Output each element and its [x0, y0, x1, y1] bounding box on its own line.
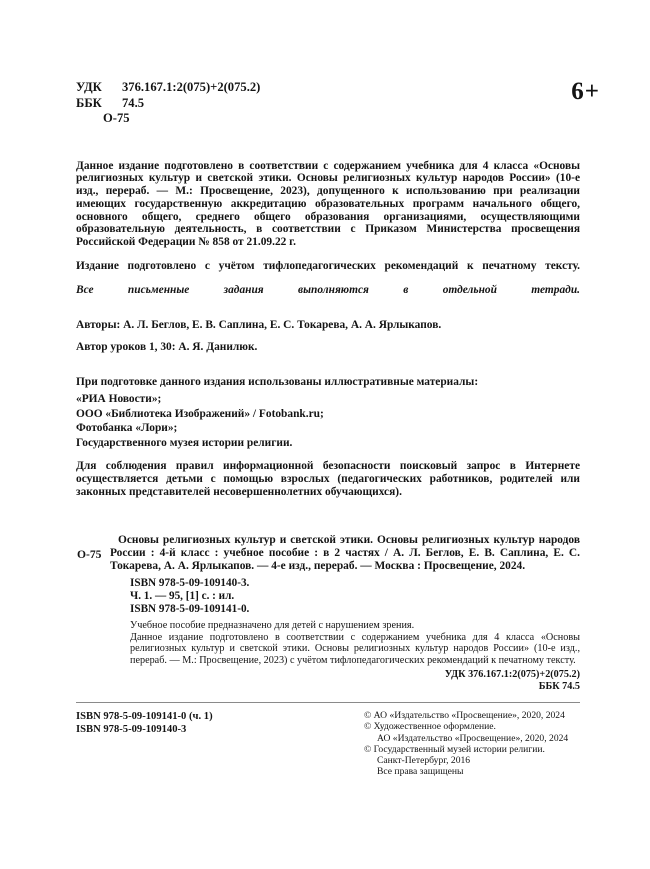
footer-divider	[76, 702, 580, 703]
author-code-row	[76, 111, 260, 127]
bbk-label: ББК	[76, 95, 102, 110]
written-tasks-note: Все письменные задания выполняются в отдельной тетради.	[76, 283, 580, 296]
edition-compliance-paragraph: Данное издание подготовлено в соответствии с содержанием учебника для 4 класса «Основы религиозных культур и светской этики. Основы религиозных культур народов России» (10-е изд., перераб. — М.: Просвещение, 2023), допущенного к использованию при реализации имеющих государственную аккредитацию образовательных программ начального общего, основного общего, среднего общего образования организациями, осуществляющими образовательную деятельность, в соответствии с Приказом Министерства просвещения Российской Федерации № 858 от 21.09.22 г.	[76, 159, 580, 249]
author-code: О-75	[103, 111, 130, 125]
copyright-line: Санкт-Петербург, 2016	[377, 754, 471, 766]
catalog-notes	[110, 620, 580, 666]
copyright-line: Все права защищены	[377, 766, 464, 778]
copyright-line: АО «Издательство «Просвещение», 2020, 2024	[377, 732, 569, 744]
copyright-line: © Художественное оформление.	[364, 721, 496, 733]
classification-codes	[76, 80, 260, 127]
udk-line-right: УДК 376.167.1:2(075)+2(075.2)	[444, 669, 580, 681]
vision-note: Учебное пособие предназначено для детей с нарушением зрения.	[130, 620, 415, 632]
catalog-title-details: : 4-й класс : учебное пособие : в 2 частях / А. Л. Беглов, Е. В. Саплина, Е. С. Токарева, А. А. Ярлыкапов. — 4-е изд., перераб. — Москва : Просвещение, 2024.	[110, 546, 580, 572]
footer-isbn-block	[76, 710, 213, 777]
materials-item: Государственного музея истории религии.	[76, 436, 293, 449]
authors-line: Авторы: А. Л. Беглов, Е. В. Саплина, Е. С. Токарева, А. А. Ярлыкапов.	[76, 318, 442, 331]
catalog-title: Основы религиозных культур и светской этики. Основы религиозных культур народов России	[110, 533, 580, 559]
isbn-part-line: ISBN 978-5-09-109141-0.	[130, 602, 250, 615]
catalog-isbn-block	[110, 577, 580, 617]
copyright-block	[364, 710, 580, 777]
catalog-card	[76, 534, 580, 693]
materials-item: Фотобанка «Лори»;	[76, 422, 178, 435]
internet-safety-paragraph: Для соблюдения правил информационной безопасности поисковый запрос в Интернете осуществляется детьми с помощью взрослых (педагогических работников, родителей или законных представителей несовершеннолетних обучающихся).	[76, 460, 580, 499]
isbn-set-line: ISBN 978-5-09-109140-3.	[130, 576, 250, 589]
tiflo-recommendations-note: Издание подготовлено с учётом тифлопедагогических рекомендаций к печатному тексту.	[76, 260, 580, 273]
edition-note: Данное издание подготовлено в соответствии с содержанием учебника для 4 класса «Основы религиозных культур и светской этики. Основы религиозных культур народов России» (10-е изд., перераб. — М.: Просвещение, 2023) с учётом тифлопедагогических рекомендаций к печатному тексту.	[130, 631, 580, 666]
udk-label: УДК	[76, 80, 102, 94]
udk-value: 376.167.1:2(075)+2(075.2)	[122, 80, 261, 94]
part-line: Ч. 1. — 95, [1] с. : ил.	[130, 589, 235, 602]
copyright-line: © Государственный музей истории религии.	[364, 743, 545, 755]
page-header	[76, 78, 600, 127]
catalog-author-code: О-75	[77, 547, 102, 561]
catalog-classification-codes	[110, 669, 580, 693]
age-rating-badge: 6+	[571, 78, 600, 105]
materials-heading: При подготовке данного издания использованы иллюстративные материалы:	[76, 376, 479, 389]
udk-row	[76, 80, 260, 96]
page-footer	[76, 710, 580, 777]
materials-item: «РИА Новости»;	[76, 393, 162, 406]
materials-list	[76, 392, 580, 450]
bbk-line-right: ББК 74.5	[538, 681, 580, 693]
bbk-value: 74.5	[122, 95, 145, 110]
footer-isbn-line: ISBN 978-5-09-109140-3	[76, 724, 187, 736]
materials-item: ООО «Библиотека Изображений» / Fotobank.ru;	[76, 407, 324, 420]
lessons-author-line: Автор уроков 1, 30: А. Я. Данилюк.	[76, 341, 258, 354]
footer-isbn-line: ISBN 978-5-09-109141-0 (ч. 1)	[76, 711, 213, 723]
bbk-row	[76, 96, 260, 112]
catalog-title-paragraph	[110, 534, 580, 573]
copyright-line: © АО «Издательство «Просвещение», 2020, 2024	[364, 710, 565, 722]
